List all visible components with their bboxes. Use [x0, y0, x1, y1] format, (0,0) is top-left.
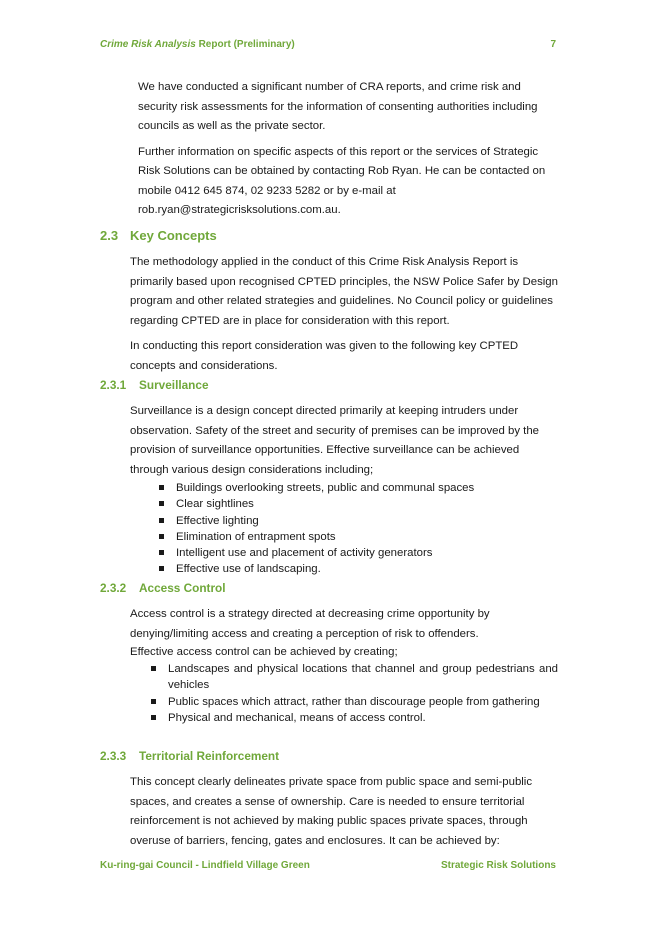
list-item: Effective use of landscaping. [130, 561, 558, 577]
square-bullet-icon [159, 566, 164, 571]
square-bullet-icon [159, 550, 164, 555]
surveillance-paragraph: Surveillance is a design concept directed primarily at keeping intruders under observation. Safety of the street and security of premises can be improved by the provision of surveillance opportunities. Effective surveillance can be achieved through various design considerations including; [130, 405, 540, 476]
list-item: Effective lighting [130, 513, 558, 529]
list-item: Buildings overlooking streets, public and communal spaces [130, 480, 558, 496]
list-item: Physical and mechanical, means of access control. [130, 710, 558, 726]
page-header [100, 39, 556, 50]
square-bullet-icon [159, 485, 164, 490]
section-2-3-2-body [130, 605, 558, 726]
section-2-3-1-heading [100, 378, 209, 392]
territorial-reinforcement-paragraph: This concept clearly delineates private space from public space and semi-public spaces, and creates a sense of ownership. Care is needed to ensure territorial reinforcement is not achieved by making public spaces private spaces, through overuse of barriers, fencing, gates and enclosures. It can be achieved by: [130, 776, 533, 847]
key-concepts-paragraph-2: In conducting this report consideration was given to the following key CPTED concepts and considerations. [130, 340, 519, 372]
access-control-list [130, 661, 558, 726]
page-footer [100, 860, 556, 871]
footer-left: Ku-ring-gai Council - Lindfield Village Green [100, 860, 310, 871]
subsection-number: 2.3.3 [100, 749, 127, 763]
section-2-3-3-heading [100, 749, 279, 763]
section-title: Key Concepts [130, 228, 217, 243]
intro-paragraph-1: We have conducted a significant number of CRA reports, and crime risk and security risk assessments for the information of consenting authorities including councils as well as the private sector. [138, 81, 538, 132]
header-title [100, 39, 295, 50]
header-title-rest: Report (Preliminary) [195, 39, 295, 50]
square-bullet-icon [159, 501, 164, 506]
access-control-paragraph-1: Access control is a strategy directed at decreasing crime opportunity by denying/limiting access and creating a perception of risk to offenders. [130, 608, 490, 640]
list-item: Intelligent use and placement of activity generators [130, 545, 558, 561]
surveillance-list [130, 480, 558, 578]
list-item: Landscapes and physical locations that channel and group pedestrians and vehicles [130, 661, 558, 694]
key-concepts-paragraph-1: The methodology applied in the conduct of this Crime Risk Analysis Report is primarily based upon recognised CPTED principles, the NSW Police Safer by Design program and other related strategies and guidelines. No Council policy or guidelines regarding CPTED are in place for consideration with this report. [130, 256, 558, 327]
square-bullet-icon [151, 666, 156, 671]
square-bullet-icon [159, 534, 164, 539]
access-control-paragraph-2: Effective access control can be achieved by creating; [130, 646, 398, 658]
subsection-number: 2.3.1 [100, 378, 127, 392]
header-title-italic: Crime Risk Analysis [100, 39, 196, 50]
section-2-3-3-body [130, 773, 558, 851]
section-number: 2.3 [100, 228, 119, 243]
intro-paragraph-2: Further information on specific aspects of this report or the services of Strategic Risk Solutions can be obtained by contacting Rob Ryan. He can be contacted on mobile 0412 645 874, 02 9233 5282 or by e-mail at rob.ryan@strategicrisksolutions.com.au. [138, 145, 546, 216]
square-bullet-icon [151, 715, 156, 720]
section-2-3-1-body [130, 402, 558, 578]
page-number: 7 [550, 39, 556, 50]
square-bullet-icon [151, 699, 156, 704]
list-item: Public spaces which attract, rather than discourage people from gathering [130, 694, 558, 710]
section-2-3-2-heading [100, 581, 226, 595]
section-2-3-body [130, 253, 558, 382]
subsection-number: 2.3.2 [100, 581, 127, 595]
intro-section [138, 78, 556, 227]
list-item: Clear sightlines [130, 496, 558, 512]
square-bullet-icon [159, 518, 164, 523]
section-2-3-heading [100, 228, 217, 243]
subsection-title: Territorial Reinforcement [139, 749, 280, 763]
footer-right: Strategic Risk Solutions [440, 860, 556, 871]
list-item: Elimination of entrapment spots [130, 529, 558, 545]
subsection-title: Access Control [139, 581, 226, 595]
subsection-title: Surveillance [139, 378, 209, 392]
